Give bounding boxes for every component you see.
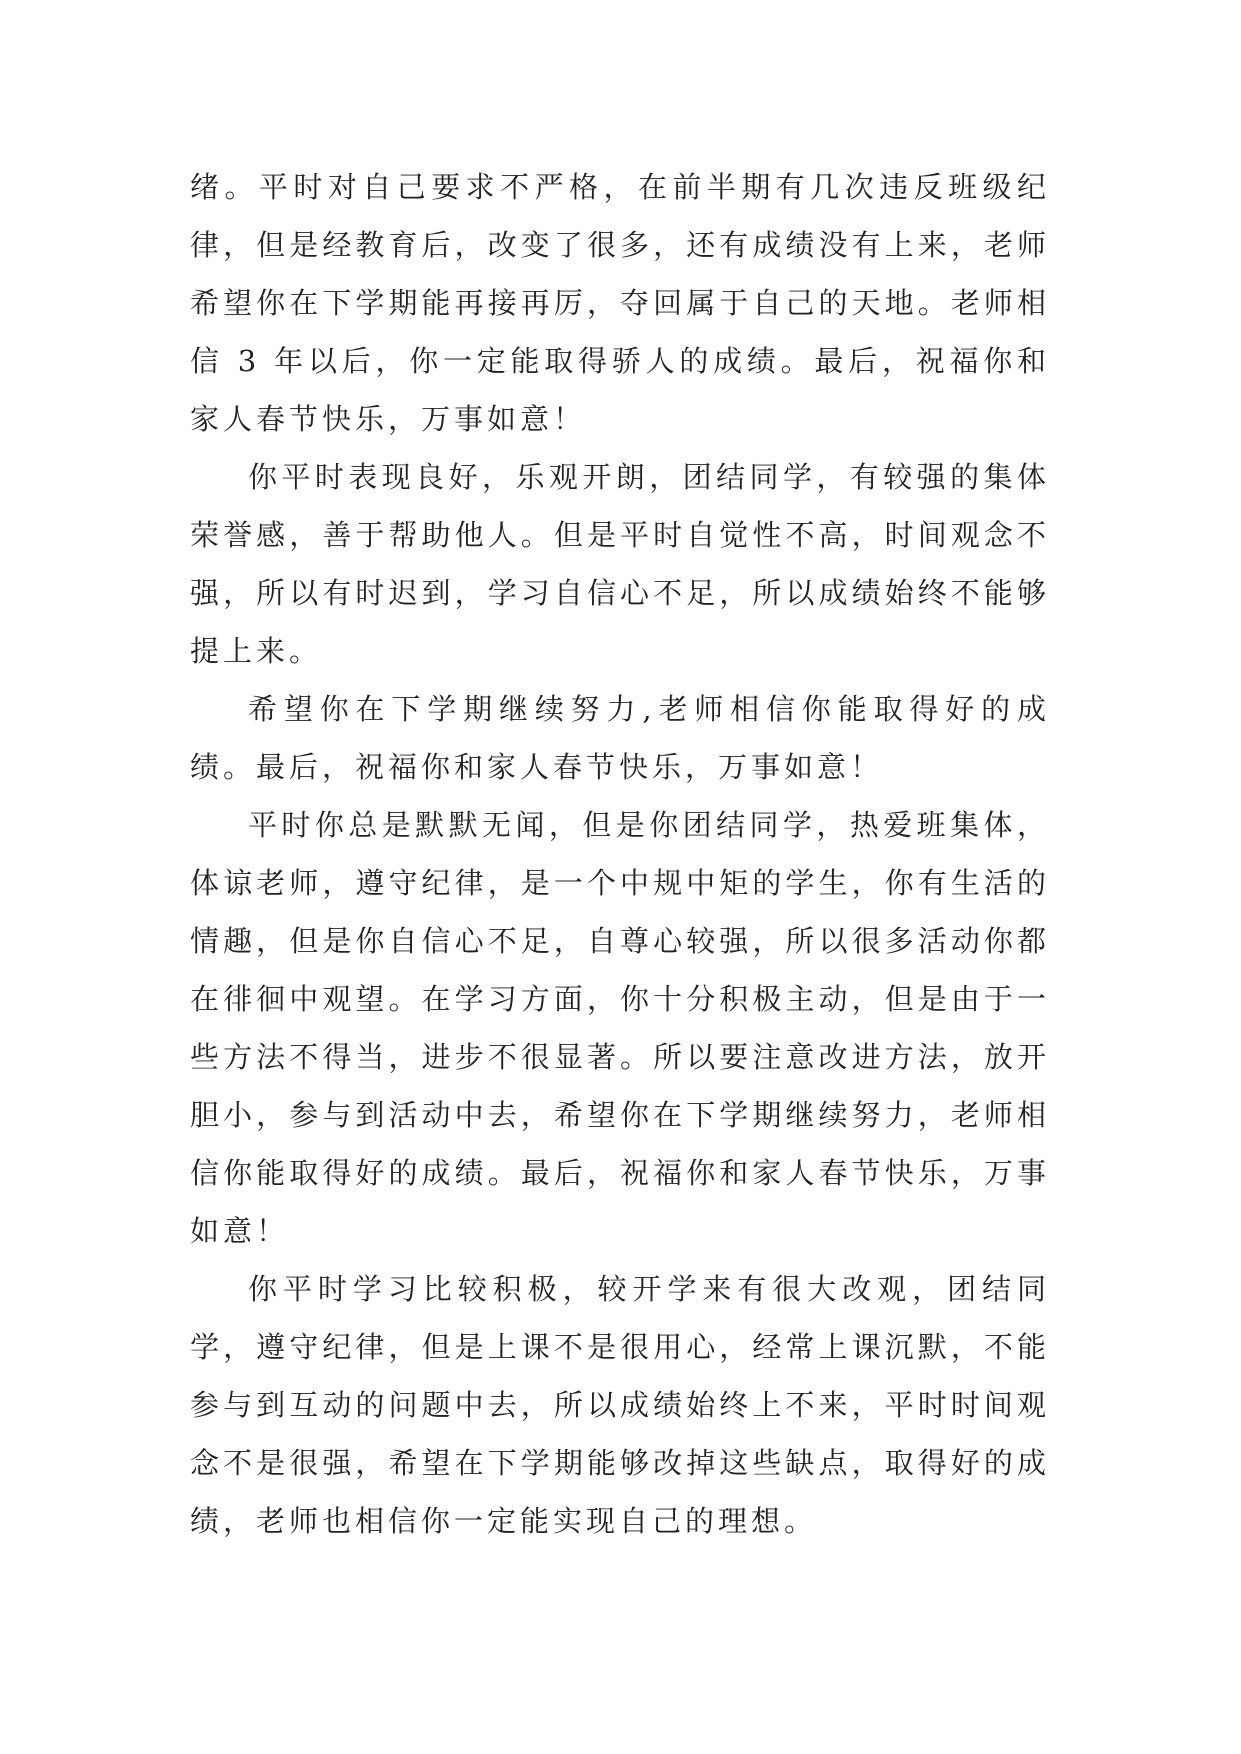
document-body [190, 158, 1050, 1550]
paragraph-1: 绪。平时对自己要求不严格，在前半期有几次违反班级纪律，但是经教育后，改变了很多，还有成绩没有上来，老师希望你在下学期能再接再厉，夺回属于自己的天地。老师相信 3 年以后，你一定能取得骄人的成绩。最后，祝福你和家人春节快乐，万事如意！ [190, 170, 1050, 436]
paragraph-2: 你平时表现良好，乐观开朗，团结同学，有较强的集体荣誉感，善于帮助他人。但是平时自觉性不高，时间观念不强，所以有时迟到，学习自信心不足，所以成绩始终不能够提上来。 [190, 460, 1050, 668]
paragraph-4: 平时你总是默默无闻，但是你团结同学，热爱班集体，体谅老师，遵守纪律，是一个中规中矩的学生，你有生活的情趣，但是你自信心不足，自尊心较强，所以很多活动你都在徘徊中观望。在学习方面，你十分积极主动，但是由于一些方法不得当，进步不很显著。所以要注意改进方法，放开胆小，参与到活动中去，希望你在下学期继续努力，老师相信你能取得好的成绩。最后，祝福你和家人春节快乐，万事如意！ [190, 808, 1050, 1248]
paragraph-3: 希望你在下学期继续努力,老师相信你能取得好的成绩。最后，祝福你和家人春节快乐，万事如意！ [190, 692, 1050, 784]
paragraph-5: 你平时学习比较积极，较开学来有很大改观，团结同学，遵守纪律，但是上课不是很用心，经常上课沉默，不能参与到互动的问题中去，所以成绩始终上不来，平时时间观念不是很强，希望在下学期能够改掉这些缺点，取得好的成绩，老师也相信你一定能实现自己的理想。 [190, 1272, 1050, 1538]
